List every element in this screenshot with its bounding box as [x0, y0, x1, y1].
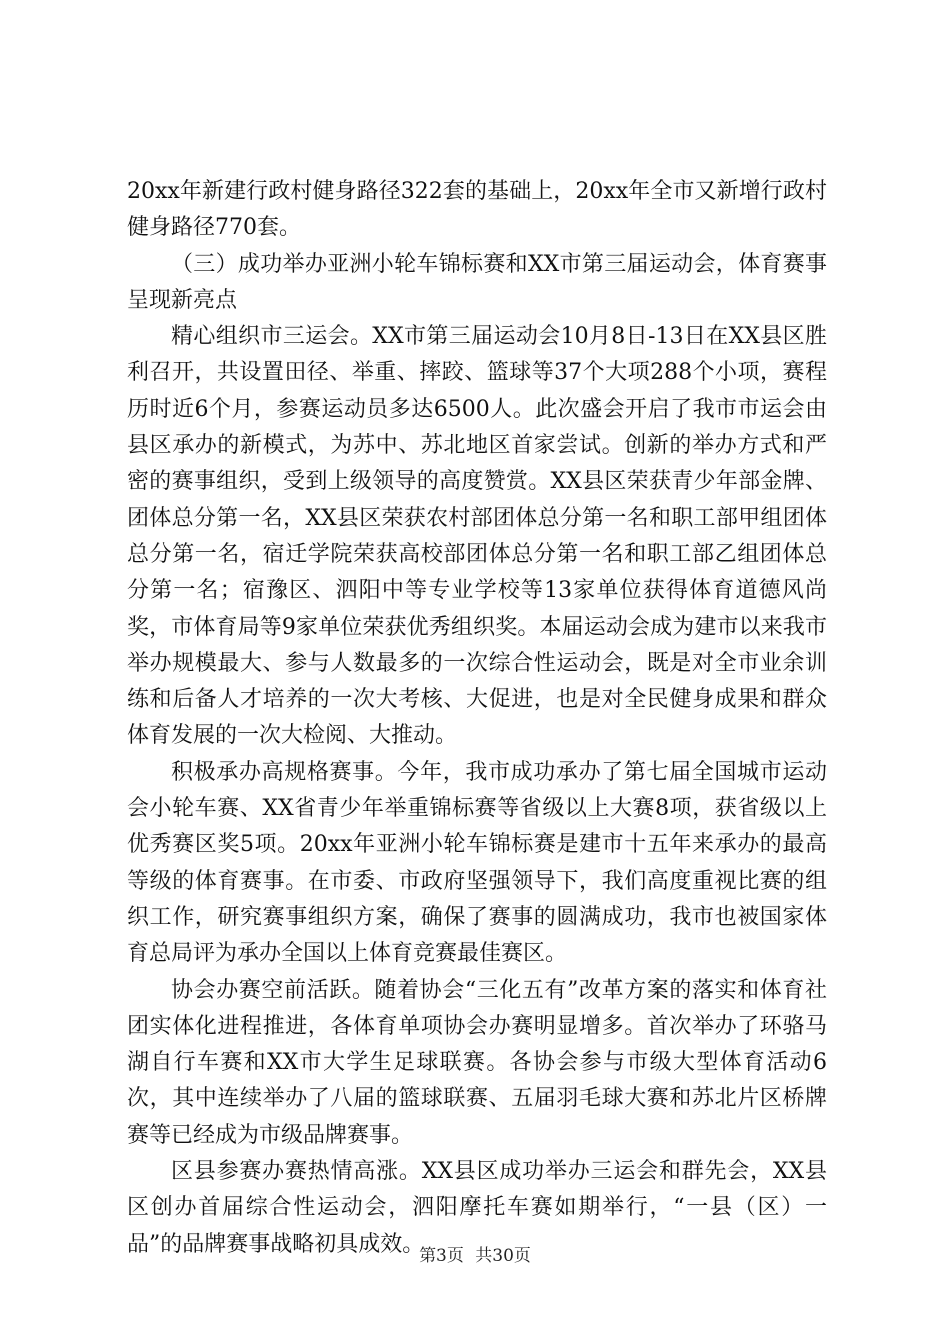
page-number: 第3页 [419, 1246, 464, 1266]
paragraph-county-events: 区县参赛办赛热情高涨。XX县区成功举办三运会和群先会，XX县区创办首届综合性运动会，泗阳摩托车赛如期举行，“一县（区）一品”的品牌赛事战略初具成效。 [127, 1159, 827, 1257]
paragraph-association-events: 协会办赛空前活跃。随着协会“三化五有”改革方案的落实和体育社团实体化进程推进，各体育单项协会办赛明显增多。首次举办了环骆马湖自行车赛和XX市大学生足球联赛。各协会参与市级大型体育活动6次，其中连续举办了八届的篮球联赛、五届羽毛球大赛和苏北片区桥牌赛等已经成为市级品牌赛事。 [127, 977, 827, 1148]
paragraph-continuation: 20xx年新建行政村健身路径322套的基础上，20xx年全市又新增行政村健身路径770套。 [127, 179, 827, 241]
page-footer [0, 1241, 950, 1266]
paragraph-city-games: 精心组织市三运会。XX市第三届运动会10月8日-13日在XX县区胜利召开，共设置田径、举重、摔跤、篮球等37个大项288个小项，赛程历时近6个月，参赛运动员多达6500人。此次盛会开启了我市市运会由县区承办的新模式，为苏中、苏北地区首家尝试。创新的举办方式和严密的赛事组织，受到上级领导的高度赞赏。XX县区荣获青少年部金牌、团体总分第一名，XX县区荣获农村部团体总分第一名和职工部甲组团体总分第一名，宿迁学院荣获高校部团体总分第一名和职工部乙组团体总分第一名；宿豫区、泗阳中等专业学校等13家单位获得体育道德风尚奖，市体育局等9家单位荣获优秀组织奖。本届运动会成为建市以来我市举办规模最大、参与人数最多的一次综合性运动会，既是对全市业余训练和后备人才培养的一次大考核、大促进，也是对全民健身成果和群众体育发展的一次大检阅、大推动。 [127, 324, 827, 749]
paragraph-high-level-events: 积极承办高规格赛事。今年，我市成功承办了第七届全国城市运动会小轮车赛、XX省青少年举重锦标赛等省级以上大赛8项，获省级以上优秀赛区奖5项。20xx年亚洲小轮车锦标赛是建市十五年来承办的最高等级的体育赛事。在市委、市政府坚强领导下，我们高度重视比赛的组织工作，研究赛事组织方案，确保了赛事的圆满成功，我市也被国家体育总局评为承办全国以上体育竞赛最佳赛区。 [127, 759, 827, 967]
section-heading: （三）成功举办亚洲小轮车锦标赛和XX市第三届运动会，体育赛事呈现新亮点 [127, 251, 827, 313]
page-total: 共30页 [475, 1246, 531, 1266]
document-body [127, 174, 827, 1263]
